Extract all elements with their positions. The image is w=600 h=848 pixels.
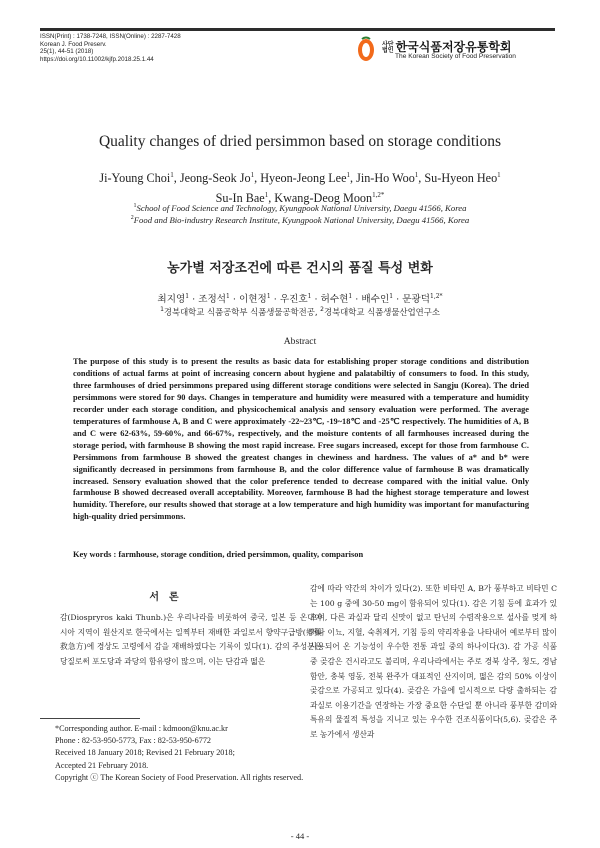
journal-meta [40, 33, 260, 63]
author-name: Hyeon-Jeong Lee$^1$ [260, 171, 350, 186]
issn-line: ISSN(Print) : 1738-7248, ISSN(Online) : 2287-7428 [40, 33, 181, 40]
abstract-text: The purpose of this study is to present the results as basic data for establishing proper storage conditions and distribution conditions of actual farms at point of increasing concern about hygiene and palatabiltiy of consumers to food. In this study, three farmhouses of dried persimmons prepared using different storage conditions were selected in Sangju (Korea). The dried persimmons were stored for 90 days. Changes in temperature and humidity were measured with a temperature and humidity recorder under each storage condition, and physicochemical analysis and sensory evaluation were performed. The average temperatures of farmhouse A, B and C were approximately -22~23℃, -19~18℃ and -25℃ respectively. The humidities of A, B and C were 62-63%, 59-60%, and 66-67%, respectively, and the moisture contents of all farmhouses increased during the storage period, with farmhouse B showing the most rapid increase. Free sugars increased, except for those from farmhouse C. Persimmons from farmhouse B showed the greatest changes in chewiness and hardness. The values of a* and b* were significantly decreased in persimmons from farmhouse B, and the color difference value of farmhouse B was dramatically increased. Sensory evaluation showed that the color preference tended to decrease compared with the initial value. Only farmhouse B showed decreased overall acceptability. Moreover, farmhouse B had the highest storage temperature and lowest humidity. Therefore, our results showed that storage at a low temperature and high humidity was important for manufacturing high-quality dried persimmons. [73, 357, 529, 522]
received-date: Received 18 January 2018; Revised 21 February 2018; [55, 748, 235, 758]
doi-link[interactable]: https://doi.org/10.11002/kjfp.2018.25.1.44 [40, 55, 154, 63]
society-emblem-icon [356, 36, 380, 64]
footnote [55, 723, 310, 784]
author-name: 이현정$^1$ [239, 292, 271, 305]
body-left-column [60, 611, 322, 669]
society-name-en: The Korean Society of Food Preservation [395, 53, 516, 60]
section-title-intro: 서론 [149, 592, 189, 603]
page-number: - 44 - [290, 831, 310, 841]
affiliation-ko: $^1$경북대학교 식품공학부 식품생물공학전공, $^2$경북대학교 식품생물산업연구소 [160, 306, 440, 317]
copyright-notice: Copyright ⓒ The Korean Society of Food Preservation. All rights reserved. [55, 772, 304, 782]
author-name: 문광덕$^{1,2*}$ [402, 292, 443, 305]
author-line-2: Su-In Bae$^1$, Kwang-Deog Moon$^{1,2*}$ [215, 191, 385, 206]
paper-title-en: Quality changes of dried persimmon based on storage conditions [98, 133, 502, 150]
abstract-heading: Abstract [283, 336, 317, 347]
author-name: Kwang-Deog Moon$^{1,2*}$ [274, 191, 385, 206]
author-name: 조정석$^1$ [198, 292, 230, 305]
corresponding-author: *Corresponding author. E-mail : kdmoon@knu.ac.kr [55, 724, 228, 733]
paper-title-ko: 농가별 저장조건에 따른 건시의 품질 특성 변화 [167, 261, 433, 276]
header-rule [40, 28, 555, 31]
accepted-date: Accepted 21 February 2018. [55, 760, 149, 770]
intro-paragraph-left: 감(Diospryros kaki Thunb.)은 우리나라를 비롯하여 중국, 일본 등 온대아시아 지역이 원산지로 한국에서는 일찍부터 재배한 과일로서 향약구급방(鄕藥救急方)에 경상도 고령에서 감을 재배하였다는 기록이 있다(1). 감의 주성분은 당질로써 포도당과 과당의 함유량이 많으며, 이는 단감과 떫은 [60, 613, 322, 666]
footnote-rule [40, 718, 140, 719]
author-name: 우진호$^1$ [279, 292, 312, 305]
author-name: Su-In Bae$^1$ [215, 191, 269, 206]
author-name: 배수인$^1$ [361, 292, 394, 305]
affiliation-en-1: $^1$School of Food Science and Technology, Kyungpook National University, Daegu 41566, Korea [133, 203, 467, 213]
author-name: 최지영$^1$ [157, 292, 190, 305]
author-line-1: Ji-Young Choi$^1$, Jeong-Seok Jo$^1$, Hyeon-Jeong Lee$^1$, Jin-Ho Woo$^1$, Su-Hyeon Heo$^1$ [99, 171, 501, 186]
keywords: Key words : farmhouse, storage condition, dried persimmon, quality, comparison [73, 550, 364, 559]
author-list-en [40, 167, 560, 207]
author-name: 허수현$^1$ [320, 292, 353, 305]
author-name: Ji-Young Choi$^1$ [99, 171, 174, 186]
author-name: Su-Hyeon Heo$^1$ [424, 171, 501, 186]
society-logo [356, 36, 556, 66]
affiliation-en-2: $^2$Food and Bio-industry Research Institute, Kyungpook National University, Daegu 41566, Korea [130, 215, 470, 225]
body-right-column [310, 582, 557, 743]
contact-phone: Phone : 82-53-950-5773, Fax : 82-53-950-6772 [55, 736, 212, 746]
author-name: Jeong-Seok Jo$^1$ [179, 171, 255, 186]
journal-abbrev: Korean J. Food Preserv. [40, 40, 107, 48]
intro-paragraph-right: 감에 따라 약간의 차이가 있다(2). 또한 비타민 A, B가 풍부하고 비타민 C는 100 g 중에 30-50 mg이 함유되어 있다(1). 감은 기침 등에 효과가 있으며, 다른 과실과 달리 신맛이 없고 탄닌의 수렴작용으로 설사를 멎게 하거나 이뇨, 지혈, 숙취제거, 기침 등의 약리작용을 나타내어 예로부터 많이 사용되어 온 기능성이 우수한 전통 과일 중의 하나이다(3). 감 가공 식품 중 곶감은 건시라고도 불리며, 우리나라에서는 주로 경북 상주, 청도, 경남 함안, 충북 영동, 전북 완주가 대표적인 산지이며, 떫은 감의 50% 이상이 곶감으로 가공되고 있다(4). 곶감은 가을에 일시적으로 다량 출하되는 감 과실로 이용기간을 연장하는 가장 중요한 수단일 뿐 아니라 풍부한 감미와 특유의 물질적 특성을 지니고 있는 우수한 건조식품이다(5,6). 곶감은 주로 농가에서 생산과 [310, 584, 557, 739]
society-name-ko: 사단 법인 한국식품저장유통학회 [382, 40, 512, 54]
author-list-ko: 최지영$^1$ · 조정석$^1$ · 이현정$^1$ · 우진호$^1$ · 허수현$^1$ · 배수인$^1$ · 문광덕$^{1,2*}$ [157, 292, 443, 305]
volume-pages: 25(1), 44-51 (2018) [40, 48, 94, 56]
author-name: Jin-Ho Woo$^1$ [356, 171, 419, 186]
